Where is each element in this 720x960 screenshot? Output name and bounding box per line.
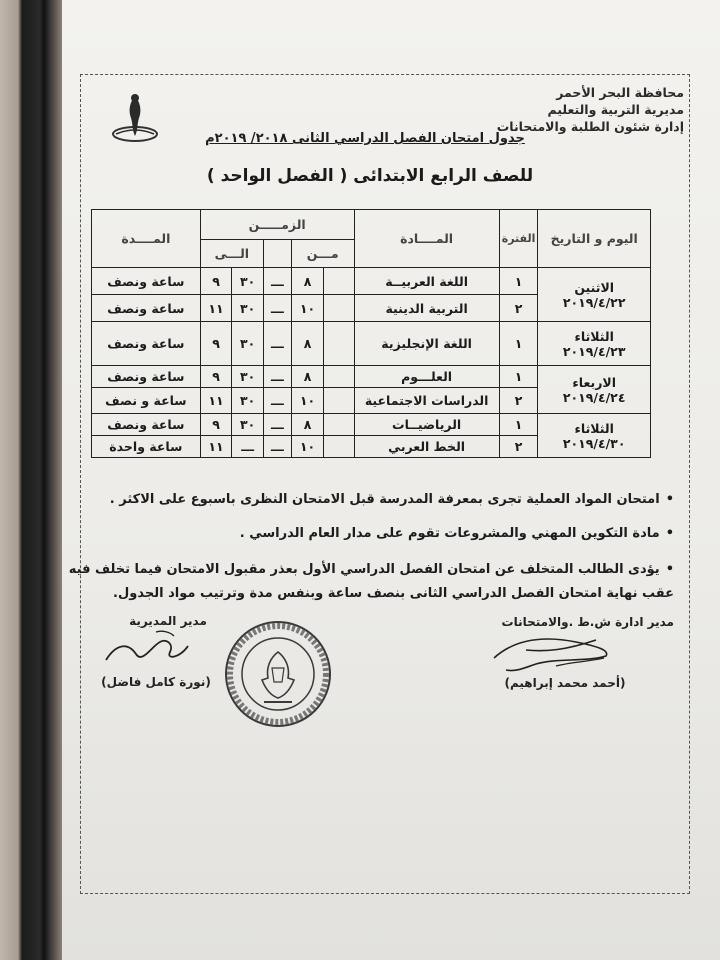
from-minute-cell	[324, 295, 354, 322]
day-name: الاثنين	[574, 279, 615, 295]
note-item	[54, 524, 674, 544]
day-cell	[538, 414, 651, 458]
to-hour-cell: ٩	[200, 322, 232, 366]
to-hour-cell: ١١	[200, 436, 232, 458]
signature-left-name: (نورة كامل فاضل)	[101, 675, 211, 689]
binder-edge	[0, 0, 62, 960]
table-row	[92, 268, 651, 295]
period-cell: ١	[499, 322, 538, 366]
period-cell: ١	[499, 366, 538, 388]
table-row	[92, 322, 651, 366]
from-hour-cell: ١٠	[291, 388, 323, 414]
period-cell: ١	[499, 414, 538, 436]
subject-cell: العلـــوم	[354, 366, 499, 388]
to-hour-cell: ١١	[200, 388, 232, 414]
subject-cell: الرياضيــات	[354, 414, 499, 436]
from-minute-cell	[324, 268, 354, 295]
subject-cell: اللغة الإنجليزية	[354, 322, 499, 366]
day-cell	[538, 268, 651, 322]
to-minute-cell: ٣٠	[232, 295, 264, 322]
bullet-icon: •	[665, 562, 674, 577]
period-cell: ٢	[499, 388, 538, 414]
official-seal-icon	[222, 618, 334, 730]
header-to: الـــى	[200, 240, 263, 268]
signature-right-title: مدير ادارة ش.ط .والامتحانات	[501, 615, 674, 629]
from-minute-cell	[324, 388, 354, 414]
header-duration: المــــدة	[92, 210, 201, 268]
from-minute-cell	[324, 366, 354, 388]
header-from: مـــن	[291, 240, 354, 268]
to-hour-cell: ٩	[200, 414, 232, 436]
notes-list	[54, 490, 674, 620]
ministry-emblem-icon	[106, 90, 164, 148]
period-cell: ٢	[499, 295, 538, 322]
note-item	[54, 490, 674, 510]
period-cell: ١	[499, 268, 538, 295]
day-name: الثلاثاء	[574, 420, 614, 436]
duration-cell: ساعة ونصف	[92, 295, 201, 322]
sep-cell: ـــ	[263, 436, 291, 458]
duration-cell: ساعة و نصف	[92, 388, 201, 414]
duration-cell: ساعة ونصف	[92, 414, 201, 436]
header-sep	[263, 240, 291, 268]
sep-cell: ـــ	[263, 388, 291, 414]
subject-cell: اللغة العربيــة	[354, 268, 499, 295]
duration-cell: ساعة ونصف	[92, 268, 201, 295]
day-date: ٢٠١٩/٤/٢٤	[562, 389, 626, 405]
period-cell: ٢	[499, 436, 538, 458]
signature-right-name: (أحمد محمد إبراهيم)	[504, 676, 626, 690]
duration-cell: ساعة واحدة	[92, 436, 201, 458]
from-minute-cell	[324, 322, 354, 366]
day-date: ٢٠١٩/٤/٢٢	[562, 294, 626, 310]
bullet-icon: •	[665, 492, 674, 507]
subject-cell: الخط العربي	[354, 436, 499, 458]
document-subtitle: للصف الرابع الابتدائى ( الفصل الواحد )	[206, 166, 534, 186]
to-hour-cell: ٩	[200, 268, 232, 295]
sep-cell: ـــ	[263, 414, 291, 436]
signature-left-scribble-icon	[96, 624, 196, 674]
note-text: يؤدى الطالب المتخلف عن امتحان الفصل الدراسي الأول بعذر مقبول الامتحان فيما تخلف فيه عقب نهاية امتحان الفصل الدراسي الثانى بنصف ساعة وبنفس مدة وترتيب مواد الجدول.	[68, 562, 674, 601]
to-hour-cell: ١١	[200, 295, 232, 322]
dashed-border	[80, 74, 690, 894]
from-hour-cell: ١٠	[291, 295, 323, 322]
note-item	[54, 558, 674, 606]
header-period	[499, 210, 538, 268]
duration-cell: ساعة ونصف	[92, 366, 201, 388]
note-text: امتحان المواد العملية تجرى بمعرفة المدرسة قبل الامتحان النظرى باسبوع على الاكثر .	[109, 492, 660, 507]
header-time: الزمـــــن	[200, 210, 354, 240]
signature-right-scribble-icon	[486, 628, 616, 678]
to-minute-cell: ٣٠	[232, 414, 264, 436]
sep-cell: ـــ	[263, 366, 291, 388]
header-period-label: الفترة	[501, 231, 536, 245]
sep-cell: ـــ	[263, 322, 291, 366]
to-minute-cell: ٣٠	[232, 366, 264, 388]
org-header	[424, 84, 684, 135]
to-minute-cell: ٣٠	[232, 388, 264, 414]
day-cell	[538, 322, 651, 366]
signature-left-title: مدير المديرية	[129, 614, 207, 628]
subject-cell: التربية الدينية	[354, 295, 499, 322]
day-cell	[538, 366, 651, 414]
org-line-governorate: محافظة البحر الأحمر	[556, 85, 684, 100]
sep-cell: ـــ	[263, 268, 291, 295]
duration-cell: ساعة ونصف	[92, 322, 201, 366]
bullet-icon: •	[665, 526, 674, 541]
subject-cell: الدراسات الاجتماعية	[354, 388, 499, 414]
exam-schedule-table	[91, 209, 651, 458]
from-hour-cell: ٨	[291, 366, 323, 388]
from-hour-cell: ١٠	[291, 436, 323, 458]
note-text: مادة التكوين المهني والمشروعات تقوم على مدار العام الدراسي .	[239, 526, 660, 541]
from-minute-cell	[324, 414, 354, 436]
document-title: جدول امتحان الفصل الدراسي الثانى ٢٠١٨/ ٢٠١٩م	[205, 131, 525, 146]
org-line-directorate: مديرية التربية والتعليم	[547, 102, 684, 117]
to-minute-cell: ٣٠	[232, 322, 264, 366]
org-line-department: إدارة شئون الطلبة والامتحانات	[496, 119, 684, 134]
day-name: الثلاثاء	[574, 328, 614, 344]
header-subject: المــــادة	[354, 210, 499, 268]
to-hour-cell: ٩	[200, 366, 232, 388]
sep-cell: ـــ	[263, 295, 291, 322]
day-date: ٢٠١٩/٤/٢٣	[562, 343, 626, 359]
day-date: ٢٠١٩/٤/٣٠	[562, 435, 626, 451]
to-minute-cell: ٣٠	[232, 268, 264, 295]
from-minute-cell	[324, 436, 354, 458]
table-row	[92, 414, 651, 436]
to-minute-cell: ـــ	[232, 436, 264, 458]
table-row	[92, 366, 651, 388]
header-day-date: اليوم و التاريخ	[538, 210, 651, 268]
from-hour-cell: ٨	[291, 268, 323, 295]
day-name: الاربعاء	[572, 374, 616, 390]
from-hour-cell: ٨	[291, 414, 323, 436]
from-hour-cell: ٨	[291, 322, 323, 366]
